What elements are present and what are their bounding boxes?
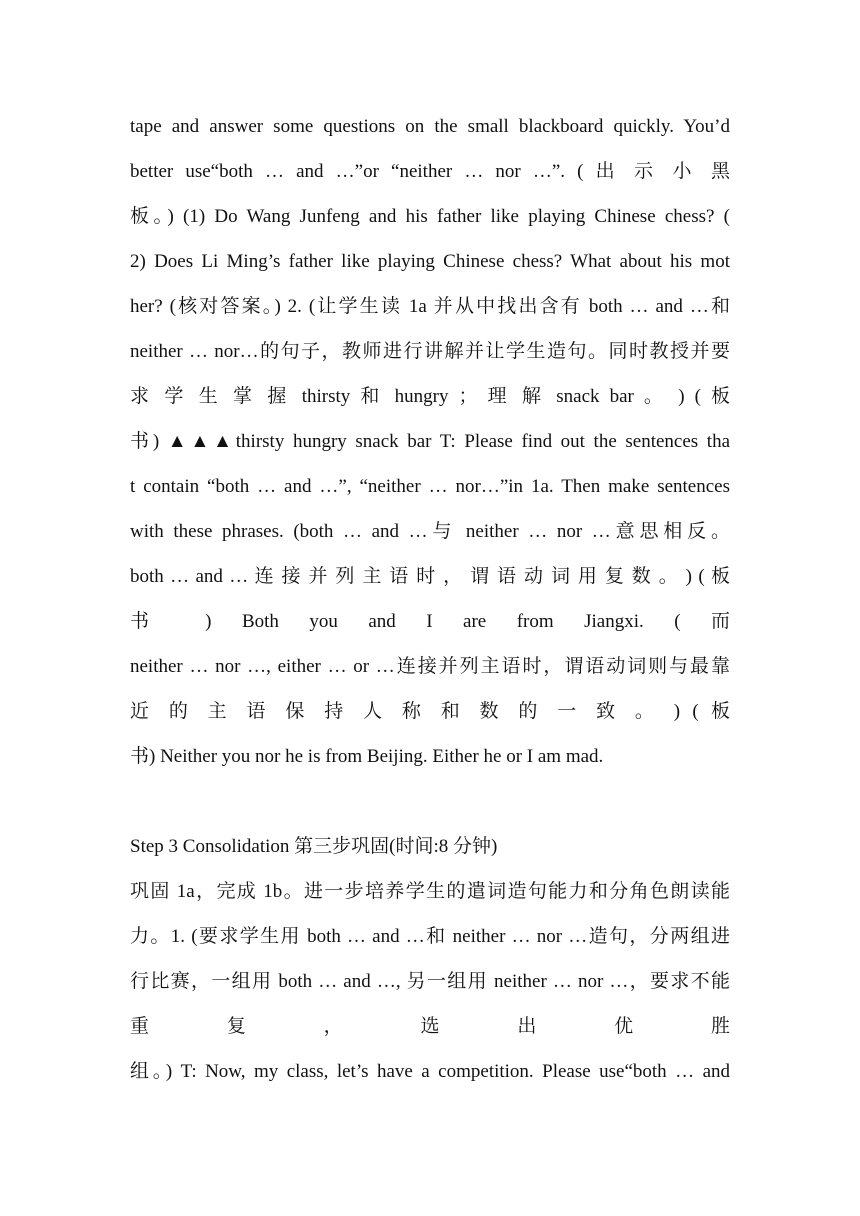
text-line-10: with these phrases. (both … and …与 neither … nor …意思相反。 bbox=[130, 521, 730, 542]
text-line-19: 行比赛，一组用 both … and …, 另一组用 neither … nor …，要求不能 bbox=[130, 971, 730, 992]
text-line-2: better use“both … and …”or “neither … nor …”. ( 出 示 小 黑 bbox=[130, 161, 730, 182]
text-line-9: t contain “both … and …”, “neither … nor…”in 1a. Then make sentences bbox=[130, 476, 730, 497]
text-line-6: neither … nor…的句子，教师进行讲解并让学生造句。同时教授并要 bbox=[130, 341, 730, 362]
text-line-20: 重 复 ， 选 出 优 胜 bbox=[130, 1016, 730, 1037]
section-heading-step-3: Step 3 Consolidation 第三步巩固(时间:8 分钟) bbox=[130, 836, 498, 857]
text-line-4: 2) Does Li Ming’s father like playing Chinese chess? What about his mot bbox=[130, 251, 730, 272]
text-line-13: neither … nor …, either … or …连接并列主语时，谓语动词则与最靠 bbox=[130, 656, 730, 677]
text-line-17: 巩固 1a，完成 1b。进一步培养学生的遣词造句能力和分角色朗读能 bbox=[130, 881, 730, 902]
text-line-11: both … and … 连 接 并 列 主 语 时 ， 谓 语 动 词 用 复 数 。 ) ( 板 bbox=[130, 566, 730, 587]
text-line-7: 求 学 生 掌 握 thirsty 和 hungry ； 理 解 snack bar 。 ) ( 板 bbox=[130, 386, 730, 407]
text-line-3: 板。) (1) Do Wang Junfeng and his father like playing Chinese chess? ( bbox=[130, 206, 730, 227]
text-line-5: her? (核对答案。) 2. (让学生读 1a 并从中找出含有 both … and …和 bbox=[130, 296, 730, 317]
text-line-18: 力。1. (要求学生用 both … and …和 neither … nor …造句，分两组进 bbox=[130, 926, 730, 947]
text-line-12: 书 ) Both you and I are from Jiangxi. ( 而 bbox=[130, 611, 730, 632]
text-line-8: 书) ▲▲▲thirsty hungry snack bar T: Please find out the sentences tha bbox=[130, 431, 730, 452]
text-line-21: 组。) T: Now, my class, let’s have a competition. Please use“both … and bbox=[130, 1061, 730, 1082]
text-line-15: 书) Neither you nor he is from Beijing. Either he or I am mad. bbox=[130, 746, 604, 767]
text-line-1: tape and answer some questions on the small blackboard quickly. You’d bbox=[130, 116, 730, 137]
text-line-14: 近 的 主 语 保 持 人 称 和 数 的 一 致 。 ) ( 板 bbox=[130, 701, 730, 722]
